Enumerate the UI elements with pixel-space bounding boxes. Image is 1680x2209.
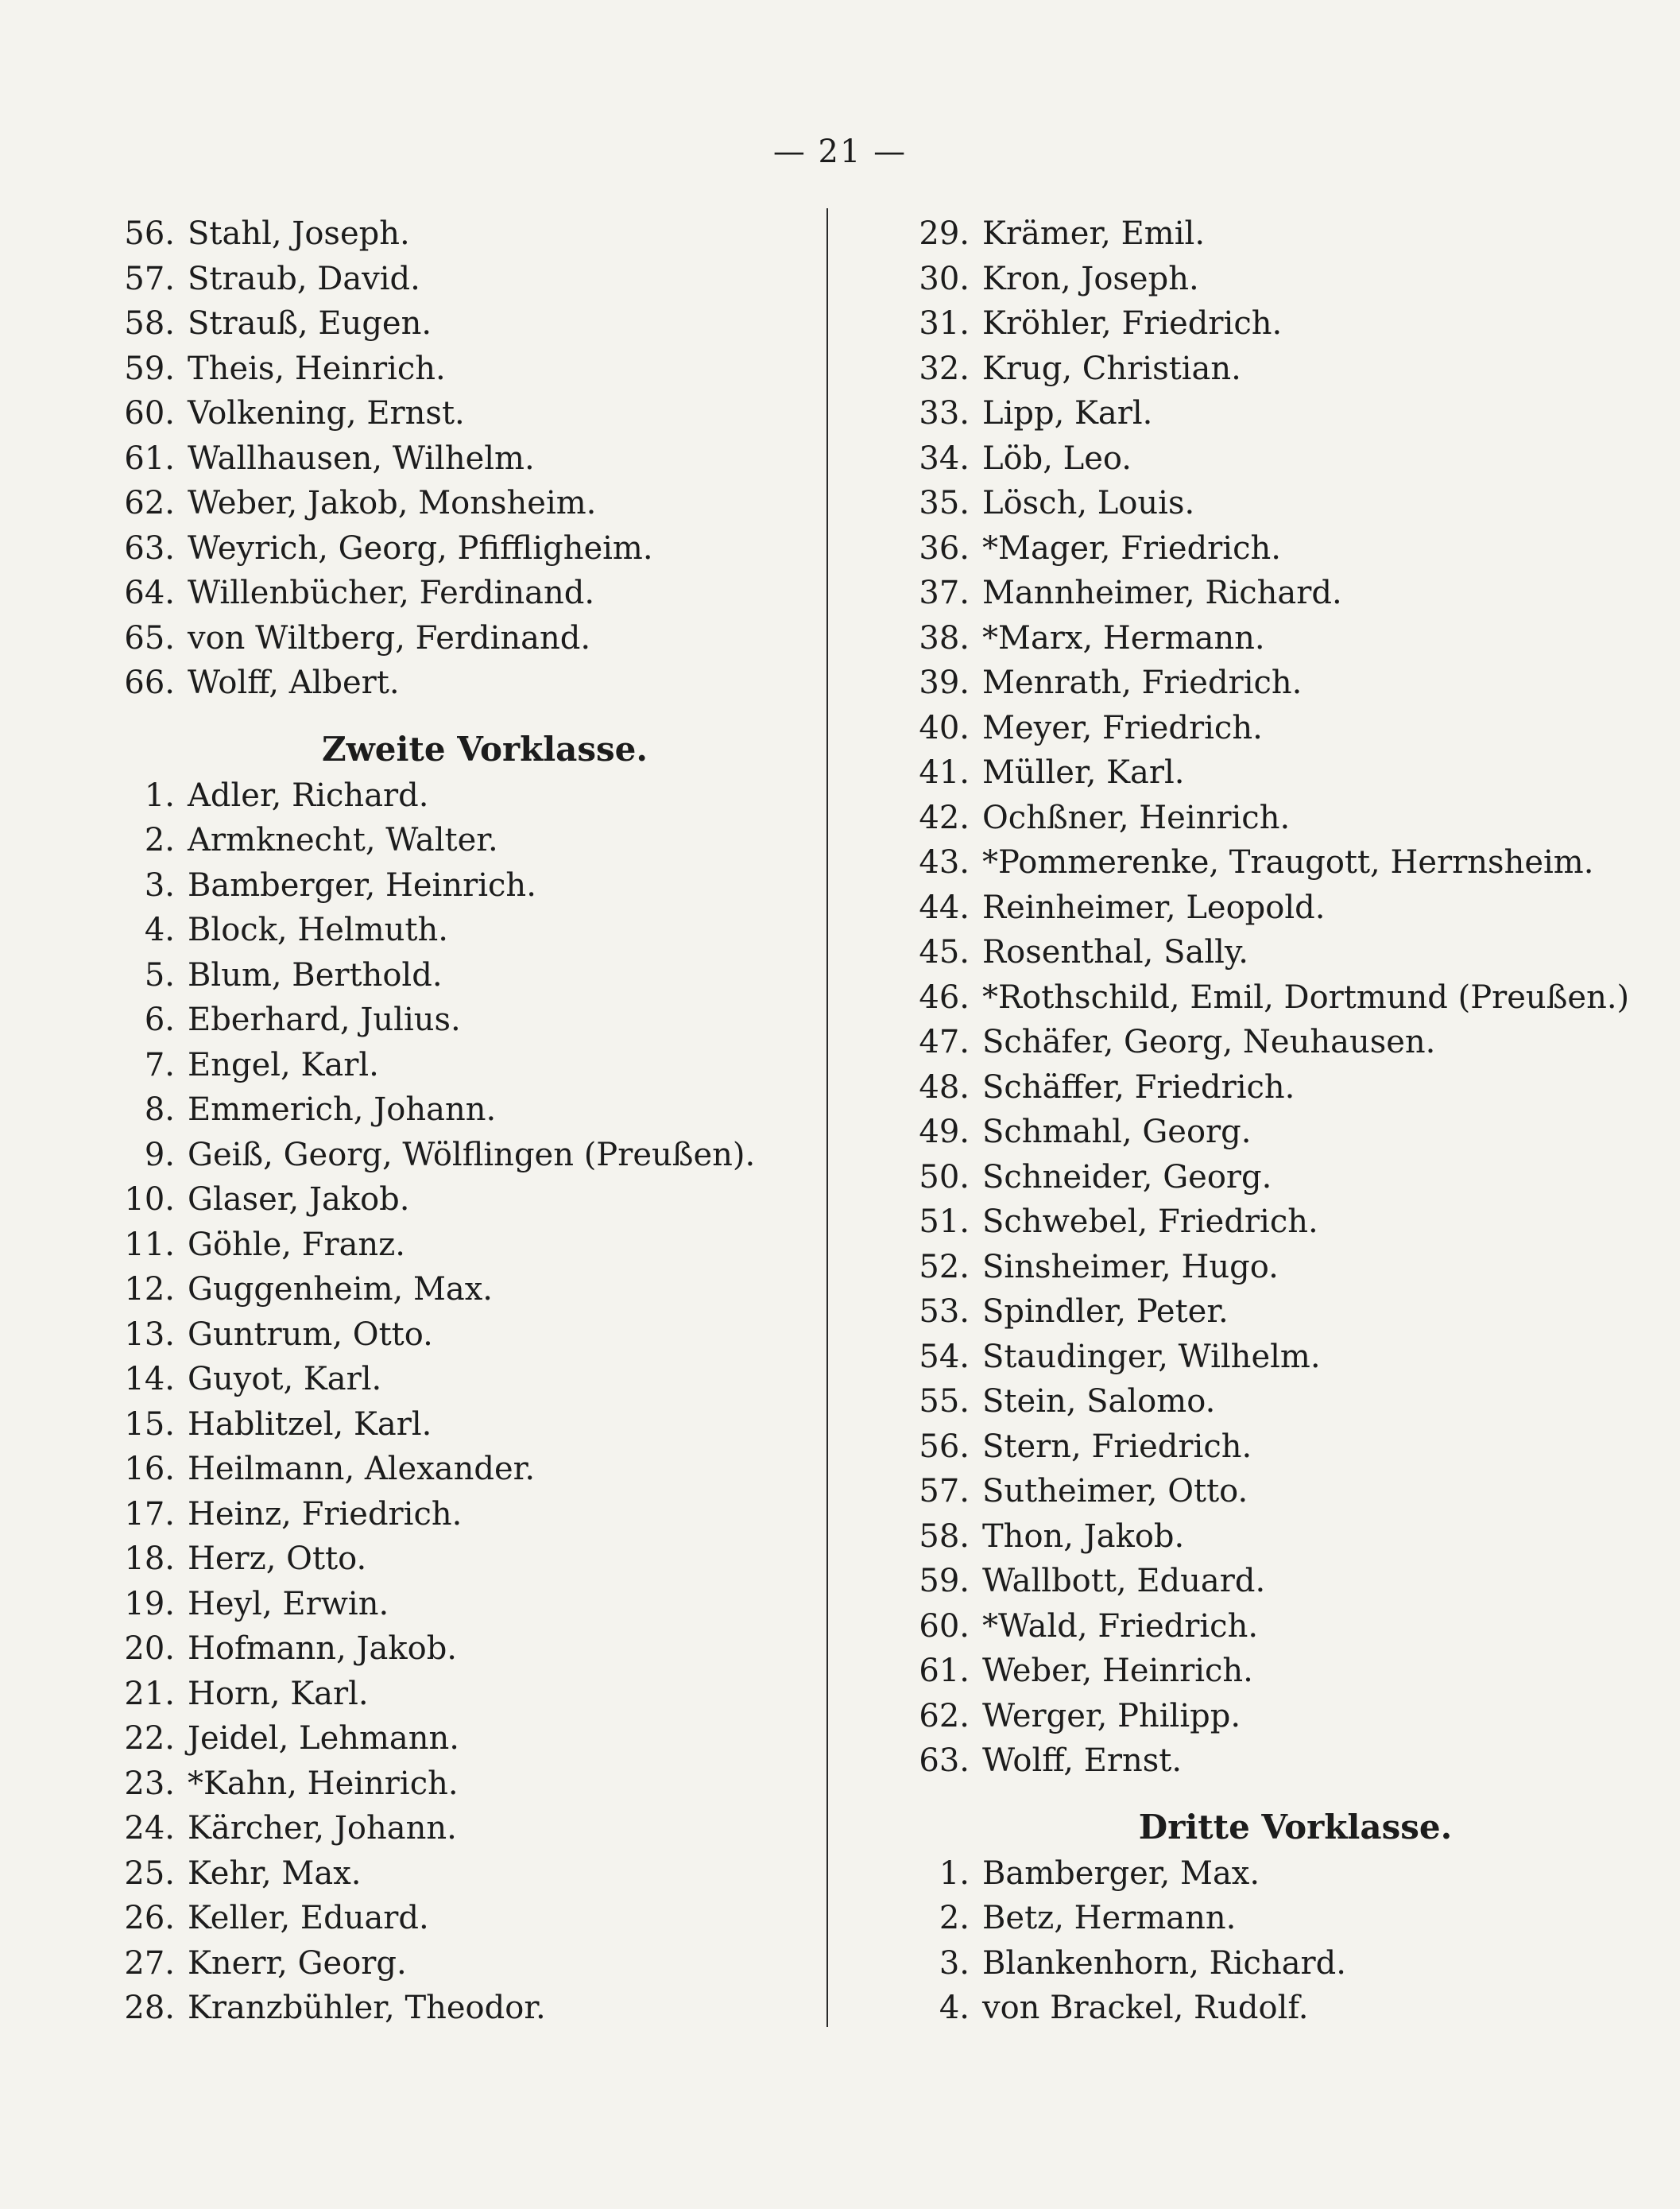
entry-name: Guntrum, Otto. bbox=[188, 1316, 433, 1353]
entry-name: Lipp, Karl. bbox=[982, 395, 1153, 432]
entry-number: 58. bbox=[919, 1517, 970, 1555]
entry-number: 32. bbox=[919, 350, 970, 387]
entry-number: 17. bbox=[124, 1495, 175, 1533]
list-entry bbox=[906, 1155, 1621, 1200]
entry-number: 47. bbox=[919, 1024, 970, 1060]
entry-number: 37. bbox=[919, 575, 970, 611]
list-entry bbox=[111, 1582, 811, 1627]
list-entry bbox=[111, 1223, 811, 1268]
entry-number: 39. bbox=[919, 665, 970, 701]
list-entry bbox=[906, 1896, 1621, 1941]
list-entry bbox=[906, 347, 1621, 392]
entry-number: 16. bbox=[124, 1451, 175, 1487]
list-entry bbox=[111, 1851, 811, 1897]
entry-number: 49. bbox=[919, 1114, 970, 1150]
list-entry bbox=[111, 1672, 811, 1717]
list-entry bbox=[906, 391, 1621, 436]
list-entry bbox=[111, 908, 811, 953]
list-entry bbox=[906, 1694, 1621, 1739]
entry-name: Adler, Richard. bbox=[188, 777, 429, 814]
entry-name: Wallbott, Eduard. bbox=[982, 1563, 1266, 1599]
entry-number: 10. bbox=[124, 1181, 175, 1218]
entry-name: Wolff, Ernst. bbox=[982, 1742, 1183, 1779]
list-entry bbox=[111, 1043, 811, 1088]
list-entry bbox=[906, 1335, 1621, 1380]
entry-number: 44. bbox=[919, 889, 970, 926]
list-entry bbox=[906, 616, 1621, 661]
entry-number: 20. bbox=[124, 1630, 175, 1667]
list-entry bbox=[111, 1312, 811, 1358]
entry-number: 59. bbox=[919, 1563, 970, 1599]
entry-name: Guggenheim, Max. bbox=[188, 1271, 494, 1308]
entry-name: Emmerich, Johann. bbox=[188, 1091, 497, 1128]
list-entry bbox=[111, 773, 811, 819]
entry-number: 63. bbox=[919, 1742, 970, 1779]
entry-name: Volkening, Ernst. bbox=[188, 395, 465, 432]
list-entry bbox=[906, 1199, 1621, 1245]
entry-number: 42. bbox=[919, 799, 970, 836]
entry-number: 12. bbox=[124, 1271, 175, 1308]
entry-name: Kehr, Max. bbox=[188, 1854, 362, 1892]
list-entry bbox=[111, 1806, 811, 1851]
entry-name: Hofmann, Jakob. bbox=[188, 1630, 458, 1667]
list-entry bbox=[111, 661, 811, 706]
right-list-top bbox=[906, 211, 1630, 1784]
entry-number: 33. bbox=[919, 395, 970, 432]
list-entry bbox=[111, 257, 811, 302]
column-divider bbox=[826, 208, 828, 2027]
entry-name: Weber, Heinrich. bbox=[982, 1653, 1253, 1689]
entry-name: *Marx, Hermann. bbox=[982, 619, 1265, 657]
list-entry bbox=[111, 1986, 811, 2031]
list-entry bbox=[906, 526, 1621, 572]
entry-name: Jeidel, Lehmann. bbox=[188, 1720, 460, 1757]
entry-name: Stahl, Joseph. bbox=[188, 215, 410, 252]
entry-number: 3. bbox=[939, 1944, 970, 1982]
entry-number: 15. bbox=[124, 1405, 175, 1443]
left-list-top bbox=[111, 211, 811, 706]
list-entry bbox=[906, 1649, 1621, 1694]
entry-number: 62. bbox=[124, 485, 175, 521]
entry-name: Hablitzel, Karl. bbox=[188, 1405, 432, 1443]
list-entry bbox=[906, 436, 1621, 482]
list-entry bbox=[111, 1716, 811, 1761]
entry-name: Schäffer, Friedrich. bbox=[982, 1068, 1295, 1106]
entry-number: 26. bbox=[124, 1900, 175, 1936]
list-entry bbox=[906, 1559, 1621, 1604]
list-entry bbox=[111, 1761, 811, 1807]
entry-number: 4. bbox=[939, 1990, 970, 2026]
entry-number: 1. bbox=[939, 1854, 970, 1892]
entry-number: 43. bbox=[919, 844, 970, 881]
list-entry bbox=[111, 1896, 811, 1941]
entry-number: 4. bbox=[144, 912, 175, 948]
entry-name: *Pommerenke, Traugott, Herrnsheim. bbox=[982, 844, 1594, 881]
entry-number: 34. bbox=[919, 440, 970, 477]
entry-name: Bamberger, Max. bbox=[982, 1854, 1260, 1892]
list-entry bbox=[111, 953, 811, 998]
entry-number: 11. bbox=[124, 1226, 175, 1263]
entry-number: 52. bbox=[919, 1248, 970, 1285]
list-entry bbox=[111, 1447, 811, 1492]
list-entry bbox=[111, 1626, 811, 1672]
entry-number: 30. bbox=[919, 260, 970, 297]
list-entry bbox=[111, 818, 811, 863]
entry-number: 60. bbox=[919, 1607, 970, 1645]
entry-number: 14. bbox=[124, 1361, 175, 1397]
entry-name: Staudinger, Wilhelm. bbox=[982, 1338, 1321, 1375]
entry-number: 57. bbox=[124, 260, 175, 297]
entry-name: Weyrich, Georg, Pfiffligheim. bbox=[188, 529, 653, 567]
list-entry bbox=[906, 796, 1621, 841]
entry-number: 31. bbox=[919, 305, 970, 342]
list-entry bbox=[111, 211, 811, 257]
list-entry bbox=[111, 863, 811, 909]
entry-name: Meyer, Friedrich. bbox=[982, 709, 1263, 746]
list-entry bbox=[111, 347, 811, 392]
list-entry bbox=[906, 706, 1621, 751]
left-column bbox=[111, 211, 811, 2031]
entry-number: 1. bbox=[144, 777, 175, 814]
entry-name: Lösch, Louis. bbox=[982, 485, 1195, 521]
entry-number: 61. bbox=[124, 440, 175, 477]
entry-name: Sutheimer, Otto. bbox=[982, 1473, 1248, 1509]
entry-number: 5. bbox=[144, 956, 175, 994]
list-entry bbox=[906, 750, 1621, 796]
list-entry bbox=[906, 975, 1630, 1021]
list-entry bbox=[111, 436, 811, 482]
entry-number: 57. bbox=[919, 1473, 970, 1509]
entry-name: Göhle, Franz. bbox=[188, 1226, 405, 1263]
entry-number: 28. bbox=[124, 1990, 175, 2026]
list-entry bbox=[906, 1424, 1621, 1470]
entry-number: 53. bbox=[919, 1293, 970, 1330]
entry-number: 8. bbox=[144, 1091, 175, 1128]
list-entry bbox=[111, 616, 811, 661]
list-entry bbox=[111, 1492, 811, 1537]
list-entry bbox=[906, 1604, 1621, 1649]
entry-number: 2. bbox=[939, 1900, 970, 1936]
entry-name: Knerr, Georg. bbox=[188, 1944, 407, 1982]
entry-name: Keller, Eduard. bbox=[188, 1900, 429, 1936]
entry-name: Heilmann, Alexander. bbox=[188, 1451, 536, 1487]
entry-name: Horn, Karl. bbox=[188, 1675, 369, 1712]
entry-name: Armknecht, Walter. bbox=[188, 822, 498, 858]
entry-number: 9. bbox=[144, 1136, 175, 1173]
entry-name: Glaser, Jakob. bbox=[188, 1181, 410, 1218]
list-entry bbox=[111, 998, 811, 1043]
entry-name: Bamberger, Heinrich. bbox=[188, 866, 536, 904]
entry-number: 7. bbox=[144, 1046, 175, 1083]
list-entry bbox=[906, 1514, 1621, 1560]
list-entry bbox=[906, 1469, 1621, 1514]
entry-number: 54. bbox=[919, 1338, 970, 1375]
list-entry bbox=[111, 301, 811, 347]
entry-name: Werger, Philipp. bbox=[982, 1697, 1241, 1734]
entry-number: 23. bbox=[124, 1765, 175, 1802]
entry-name: *Wald, Friedrich. bbox=[982, 1607, 1259, 1645]
entry-number: 38. bbox=[919, 619, 970, 657]
entry-name: *Rothschild, Emil, Dortmund (Preußen.) bbox=[982, 979, 1630, 1016]
list-entry bbox=[906, 1065, 1621, 1110]
entry-number: 65. bbox=[124, 619, 175, 657]
entry-number: 56. bbox=[919, 1428, 970, 1465]
entry-name: Blankenhorn, Richard. bbox=[982, 1944, 1346, 1982]
list-entry bbox=[906, 301, 1621, 347]
entry-number: 36. bbox=[919, 529, 970, 567]
entry-number: 29. bbox=[919, 215, 970, 252]
entry-name: Wallhausen, Wilhelm. bbox=[188, 440, 535, 477]
list-entry bbox=[906, 1289, 1621, 1335]
entry-name: Mannheimer, Richard. bbox=[982, 575, 1342, 611]
entry-number: 41. bbox=[919, 754, 970, 791]
left-list-bottom bbox=[111, 773, 811, 2031]
list-entry bbox=[906, 481, 1621, 526]
list-entry bbox=[906, 661, 1621, 706]
entry-name: Thon, Jakob. bbox=[982, 1517, 1185, 1555]
entry-name: *Kahn, Heinrich. bbox=[188, 1765, 459, 1802]
list-entry bbox=[906, 211, 1621, 257]
entry-name: Kröhler, Friedrich. bbox=[982, 305, 1283, 342]
entry-number: 48. bbox=[919, 1068, 970, 1106]
entry-number: 22. bbox=[124, 1720, 175, 1757]
entry-name: von Brackel, Rudolf. bbox=[982, 1990, 1309, 2026]
entry-name: Sinsheimer, Hugo. bbox=[982, 1248, 1279, 1285]
entry-name: Weber, Jakob, Monsheim. bbox=[188, 485, 597, 521]
entry-number: 64. bbox=[124, 575, 175, 611]
entry-name: Kron, Joseph. bbox=[982, 260, 1199, 297]
list-entry bbox=[906, 1110, 1621, 1155]
right-list-bottom bbox=[906, 1851, 1621, 2031]
entry-name: Betz, Hermann. bbox=[982, 1900, 1237, 1936]
list-entry bbox=[111, 571, 811, 616]
entry-name: Block, Helmuth. bbox=[188, 912, 448, 948]
entry-name: Schwebel, Friedrich. bbox=[982, 1203, 1318, 1240]
entry-number: 13. bbox=[124, 1316, 175, 1353]
list-entry bbox=[111, 1357, 811, 1402]
list-entry bbox=[906, 1245, 1621, 1290]
entry-name: Strauß, Eugen. bbox=[188, 305, 432, 342]
entry-name: Stern, Friedrich. bbox=[982, 1428, 1252, 1465]
list-entry bbox=[111, 1537, 811, 1582]
entry-number: 3. bbox=[144, 866, 175, 904]
entry-number: 63. bbox=[124, 529, 175, 567]
list-entry bbox=[906, 886, 1621, 931]
entry-number: 59. bbox=[124, 350, 175, 387]
entry-name: *Mager, Friedrich. bbox=[982, 529, 1281, 567]
entry-name: Ochßner, Heinrich. bbox=[982, 799, 1291, 836]
list-entry bbox=[906, 1941, 1621, 1986]
list-entry bbox=[111, 1402, 811, 1447]
entry-name: Stein, Salomo. bbox=[982, 1383, 1216, 1420]
entry-number: 18. bbox=[124, 1540, 175, 1577]
entry-number: 51. bbox=[919, 1203, 970, 1240]
entry-name: Kärcher, Johann. bbox=[188, 1810, 457, 1847]
entry-name: Herz, Otto. bbox=[188, 1540, 367, 1577]
entry-number: 19. bbox=[124, 1585, 175, 1622]
entry-number: 24. bbox=[124, 1810, 175, 1847]
list-entry bbox=[906, 1986, 1621, 2031]
entry-name: Schäfer, Georg, Neuhausen. bbox=[982, 1024, 1436, 1060]
entry-name: Müller, Karl. bbox=[982, 754, 1185, 791]
entry-number: 56. bbox=[124, 215, 175, 252]
entry-name: Krug, Christian. bbox=[982, 350, 1241, 387]
list-entry bbox=[111, 481, 811, 526]
entry-number: 27. bbox=[124, 1944, 175, 1982]
list-entry bbox=[111, 1267, 811, 1312]
list-entry bbox=[111, 526, 811, 572]
entry-name: Willenbücher, Ferdinand. bbox=[188, 575, 595, 611]
entry-number: 35. bbox=[919, 485, 970, 521]
entry-name: Geiß, Georg, Wölflingen (Preußen). bbox=[188, 1136, 756, 1173]
entry-number: 61. bbox=[919, 1653, 970, 1689]
list-entry bbox=[111, 1087, 811, 1133]
entry-number: 25. bbox=[124, 1854, 175, 1892]
entry-number: 50. bbox=[919, 1158, 970, 1196]
entry-name: Kranzbühler, Theodor. bbox=[188, 1990, 546, 2026]
list-entry bbox=[906, 1379, 1621, 1424]
right-column bbox=[906, 211, 1630, 2031]
list-entry bbox=[111, 1177, 811, 1223]
list-entry bbox=[906, 1851, 1621, 1897]
entry-name: Schmahl, Georg. bbox=[982, 1114, 1252, 1150]
page-number: — 21 — bbox=[772, 134, 908, 170]
list-entry bbox=[906, 1020, 1621, 1065]
entry-number: 45. bbox=[919, 934, 970, 971]
entry-name: Guyot, Karl. bbox=[188, 1361, 382, 1397]
entry-number: 40. bbox=[919, 709, 970, 746]
list-entry bbox=[906, 930, 1621, 975]
list-entry bbox=[111, 1133, 811, 1178]
entry-number: 21. bbox=[124, 1675, 175, 1712]
entry-name: Rosenthal, Sally. bbox=[982, 934, 1248, 971]
entry-number: 6. bbox=[144, 1002, 175, 1038]
entry-name: Blum, Berthold. bbox=[188, 956, 443, 994]
section-heading-dritte-vorklasse: Dritte Vorklasse. bbox=[1138, 1807, 1453, 1847]
entry-name: Eberhard, Julius. bbox=[188, 1002, 461, 1038]
entry-name: Heyl, Erwin. bbox=[188, 1585, 389, 1622]
entry-name: Spindler, Peter. bbox=[982, 1293, 1229, 1330]
list-entry bbox=[906, 571, 1621, 616]
entry-number: 58. bbox=[124, 305, 175, 342]
entry-number: 2. bbox=[144, 822, 175, 858]
list-entry bbox=[111, 391, 811, 436]
list-entry bbox=[906, 840, 1621, 886]
entry-name: Schneider, Georg. bbox=[982, 1158, 1272, 1196]
list-entry bbox=[111, 1941, 811, 1986]
section-heading-zweite-vorklasse: Zweite Vorklasse. bbox=[321, 729, 648, 769]
entry-name: Straub, David. bbox=[188, 260, 420, 297]
entry-number: 66. bbox=[124, 665, 175, 701]
list-entry bbox=[906, 1738, 1621, 1784]
entry-name: Wolff, Albert. bbox=[188, 665, 400, 701]
entry-name: Reinheimer, Leopold. bbox=[982, 889, 1326, 926]
entry-name: Theis, Heinrich. bbox=[188, 350, 446, 387]
entry-number: 46. bbox=[919, 979, 970, 1016]
entry-name: von Wiltberg, Ferdinand. bbox=[188, 619, 591, 657]
entry-name: Engel, Karl. bbox=[188, 1046, 379, 1083]
entry-number: 55. bbox=[919, 1383, 970, 1420]
list-entry bbox=[906, 257, 1621, 302]
entry-name: Löb, Leo. bbox=[982, 440, 1132, 477]
entry-name: Krämer, Emil. bbox=[982, 215, 1206, 252]
entry-number: 62. bbox=[919, 1697, 970, 1734]
entry-name: Menrath, Friedrich. bbox=[982, 665, 1303, 701]
entry-number: 60. bbox=[124, 395, 175, 432]
entry-name: Heinz, Friedrich. bbox=[188, 1495, 463, 1533]
